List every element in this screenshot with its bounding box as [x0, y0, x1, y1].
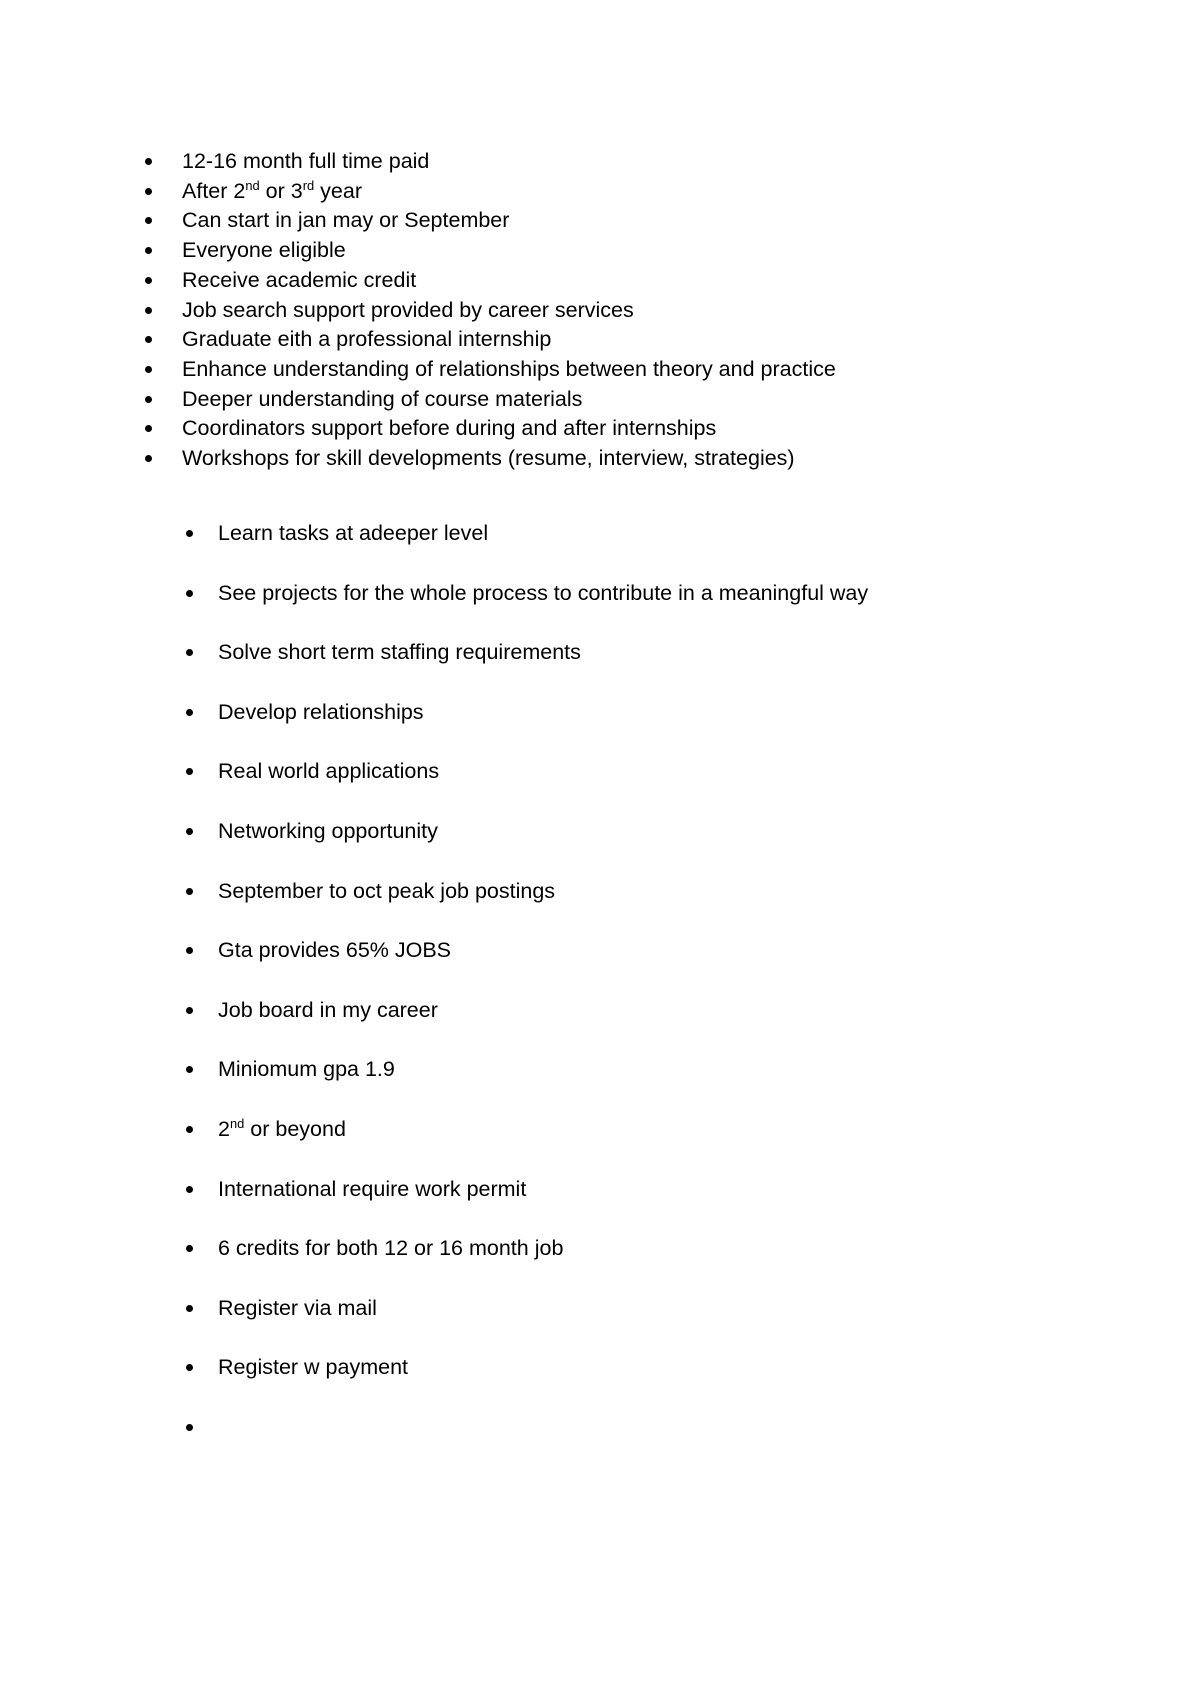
list-item-text: 6 credits for both 12 or 16 month job	[218, 1236, 564, 1261]
list-item	[218, 802, 868, 862]
list-item-text: After 2	[182, 178, 246, 203]
bullet-icon	[145, 336, 152, 343]
bullet-icon	[145, 158, 152, 165]
bullet-icon	[186, 1305, 193, 1312]
list-item-text: or 3	[259, 178, 303, 203]
list-item-text: Enhance understanding of relationships between theory and practice	[182, 356, 836, 381]
bullet-icon	[186, 888, 193, 895]
list-item	[218, 921, 868, 981]
list-item-text: Miniomum gpa 1.9	[218, 1057, 395, 1082]
list-item-text: Develop relationships	[218, 699, 424, 724]
superscript-text: nd	[245, 177, 260, 193]
list-item-text: or beyond	[244, 1116, 346, 1141]
list-item	[182, 296, 836, 326]
list-item	[218, 1398, 868, 1458]
bullet-icon	[186, 1066, 193, 1073]
list-item	[182, 325, 836, 355]
list-item-text: See projects for the whole process to contribute in a meaningful way	[218, 580, 869, 605]
superscript-text: rd	[302, 177, 315, 193]
list-item-text: Coordinators support before during and after internships	[182, 416, 717, 441]
list-item-text: Workshops for skill developments (resume, interview, strategies)	[182, 446, 795, 471]
bullet-icon	[145, 217, 152, 224]
list-item	[218, 1279, 868, 1339]
list-item-text: Job board in my career	[218, 997, 438, 1022]
list-item-text: Job search support provided by career services	[182, 297, 634, 322]
list-item	[218, 504, 868, 564]
list-item-text: Networking opportunity	[218, 818, 438, 843]
list-item	[218, 1100, 868, 1160]
list-item-text: Receive academic credit	[182, 267, 417, 292]
bullet-icon	[186, 1364, 193, 1371]
superscript-text: nd	[229, 1115, 245, 1131]
list-item	[182, 266, 836, 296]
list-item	[218, 1160, 868, 1220]
list-item-text: Real world applications	[218, 759, 440, 784]
list-item	[218, 1338, 868, 1398]
bullet-icon	[186, 649, 193, 656]
bullet-icon	[186, 1007, 193, 1014]
list-item	[182, 385, 836, 415]
bullet-icon	[186, 590, 193, 597]
list-item-text: Graduate eith a professional internship	[182, 327, 552, 352]
bullet-icon	[186, 828, 193, 835]
primary-bullet-list	[182, 147, 836, 474]
bullet-icon	[186, 1186, 193, 1193]
bullet-icon	[145, 307, 152, 314]
list-item	[182, 206, 836, 236]
bullet-icon	[186, 1424, 193, 1431]
bullet-icon	[186, 947, 193, 954]
list-item-text: Can start in jan may or September	[182, 208, 510, 233]
list-item	[182, 236, 836, 266]
list-item-text: September to oct peak job postings	[218, 878, 556, 903]
list-item	[218, 981, 868, 1041]
list-item	[218, 742, 868, 802]
bullet-icon	[145, 188, 152, 195]
list-item-text: 12-16 month full time paid	[182, 149, 430, 173]
list-item	[182, 355, 836, 385]
bullet-icon	[186, 530, 193, 537]
list-item-text: Gta provides 65% JOBS	[218, 938, 452, 963]
bullet-icon	[145, 425, 152, 432]
list-item-text: Learn tasks at adeeper level	[218, 521, 489, 545]
bullet-icon	[145, 455, 152, 462]
list-item	[182, 147, 836, 177]
list-item	[182, 414, 836, 444]
bullet-icon	[145, 396, 152, 403]
list-item-text: year	[314, 178, 362, 203]
list-item-text: Register via mail	[218, 1295, 377, 1320]
list-item-text: 2	[218, 1116, 230, 1141]
list-item	[218, 623, 868, 683]
bullet-icon	[186, 1126, 193, 1133]
list-item	[218, 1040, 868, 1100]
list-item	[218, 1219, 868, 1279]
secondary-bullet-list	[218, 504, 868, 1458]
list-item-text: Solve short term staffing requirements	[218, 640, 581, 665]
list-item	[218, 862, 868, 922]
list-item	[182, 177, 836, 207]
list-item-text: Everyone eligible	[182, 238, 346, 263]
bullet-icon	[145, 247, 152, 254]
bullet-icon	[186, 709, 193, 716]
bullet-icon	[186, 1245, 193, 1252]
list-item-text: Deeper understanding of course materials	[182, 386, 583, 411]
bullet-icon	[145, 277, 152, 284]
list-item	[218, 683, 868, 743]
bullet-icon	[145, 366, 152, 373]
list-item-text: Register w payment	[218, 1355, 408, 1380]
list-item-text: International require work permit	[218, 1176, 527, 1201]
list-item	[182, 444, 836, 474]
list-item	[218, 564, 868, 624]
bullet-icon	[186, 768, 193, 775]
